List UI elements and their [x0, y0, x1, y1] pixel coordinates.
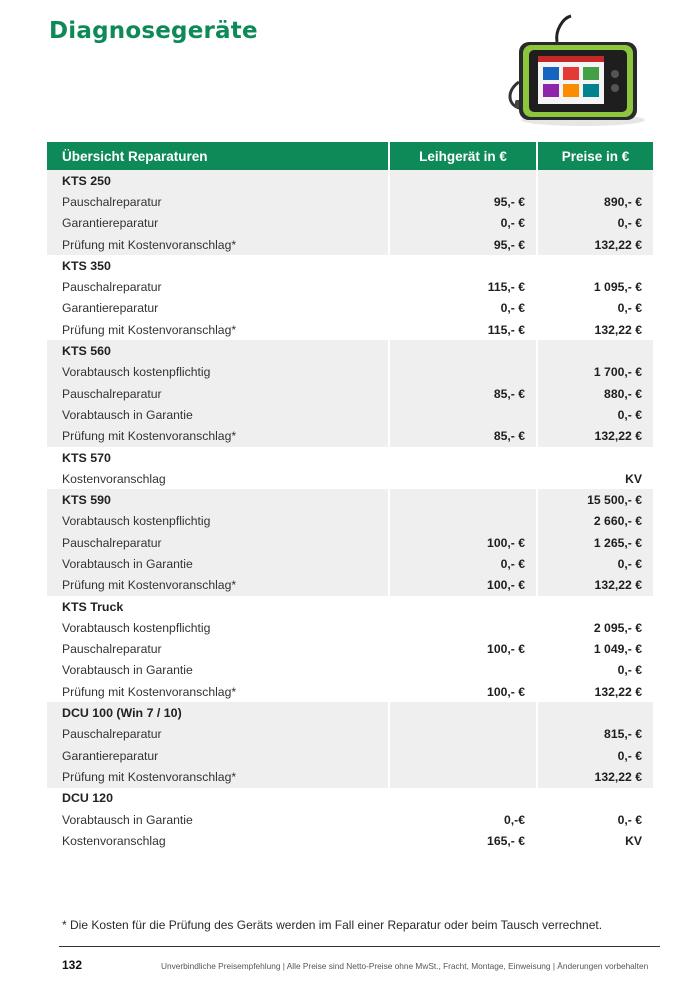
- table-row: [47, 276, 653, 297]
- loan-price: 165,- €: [388, 830, 536, 851]
- row-label: Vorabtausch kostenpflichtig: [47, 617, 388, 638]
- table-row: [47, 426, 653, 447]
- table-row: [47, 383, 653, 404]
- loan-price: 85,- €: [388, 383, 536, 404]
- price: 1 095,- €: [536, 276, 653, 297]
- loan-price: 0,- €: [388, 298, 536, 319]
- loan-price: 100,- €: [388, 532, 536, 553]
- model-name: KTS 570: [47, 447, 388, 468]
- price: 132,22 €: [536, 426, 653, 447]
- footer-disclaimer: Unverbindliche Preisempfehlung | Alle Preise sind Netto-Preise ohne MwSt., Fracht, Montage, Einweisung | Änderungen vorbehalten: [161, 961, 649, 971]
- group-dcu-100: [47, 702, 653, 787]
- loan-price: 95,- €: [388, 234, 536, 255]
- table-row: [47, 639, 653, 660]
- model-row: [47, 788, 653, 809]
- model-row: [47, 489, 653, 510]
- table-row: [47, 511, 653, 532]
- loan-price: 85,- €: [388, 426, 536, 447]
- price: 132,22 €: [536, 319, 653, 340]
- price: 0,- €: [536, 298, 653, 319]
- table-row: [47, 830, 653, 851]
- price: 890,- €: [536, 191, 653, 212]
- group-kts-570: [47, 447, 653, 490]
- table-row: [47, 681, 653, 702]
- price: 0,- €: [536, 213, 653, 234]
- price: 2 660,- €: [536, 511, 653, 532]
- table-row: [47, 553, 653, 574]
- price: 132,22 €: [536, 766, 653, 787]
- model-name: DCU 100 (Win 7 / 10): [47, 702, 388, 723]
- loan-price: [388, 660, 536, 681]
- group-kts-590: [47, 489, 653, 595]
- table-row: [47, 319, 653, 340]
- price: 1 265,- €: [536, 532, 653, 553]
- price: 0,- €: [536, 745, 653, 766]
- table-row: [47, 532, 653, 553]
- row-label: Vorabtausch in Garantie: [47, 809, 388, 830]
- footnote: * Die Kosten für die Prüfung des Geräts werden im Fall einer Reparatur oder beim Tausch verrechnet.: [62, 918, 603, 932]
- group-kts-560: [47, 340, 653, 446]
- table-row: [47, 468, 653, 489]
- row-label: Kostenvoranschlag: [47, 468, 388, 489]
- model-name: DCU 120: [47, 788, 388, 809]
- model-row: [47, 702, 653, 723]
- price: 2 095,- €: [536, 617, 653, 638]
- group-kts-250: [47, 170, 653, 255]
- loan-price: 0,-€: [388, 809, 536, 830]
- loan-price: 95,- €: [388, 191, 536, 212]
- page-title: Diagnosegeräte: [49, 18, 258, 44]
- model-name: KTS 560: [47, 340, 388, 361]
- page-number: 132: [62, 958, 83, 972]
- row-label: Prüfung mit Kostenvoranschlag*: [47, 319, 388, 340]
- model-row: [47, 170, 653, 191]
- row-label: Prüfung mit Kostenvoranschlag*: [47, 575, 388, 596]
- price: 880,- €: [536, 383, 653, 404]
- table-row: [47, 213, 653, 234]
- repair-price-table: [47, 142, 653, 852]
- table-row: [47, 724, 653, 745]
- row-label: Prüfung mit Kostenvoranschlag*: [47, 234, 388, 255]
- loan-price: [388, 468, 536, 489]
- price: 132,22 €: [536, 681, 653, 702]
- model-name: KTS 250: [47, 170, 388, 191]
- column-header-overview: Übersicht Reparaturen: [47, 142, 388, 170]
- price: 0,- €: [536, 809, 653, 830]
- loan-price: [388, 766, 536, 787]
- row-label: Pauschalreparatur: [47, 724, 388, 745]
- price: 15 500,- €: [536, 489, 653, 510]
- row-label: Vorabtausch kostenpflichtig: [47, 362, 388, 383]
- row-label: Pauschalreparatur: [47, 383, 388, 404]
- row-label: Pauschalreparatur: [47, 639, 388, 660]
- model-row: [47, 340, 653, 361]
- loan-price: 0,- €: [388, 213, 536, 234]
- price: KV: [536, 830, 653, 851]
- price: 0,- €: [536, 404, 653, 425]
- row-label: Garantiereparatur: [47, 745, 388, 766]
- column-header-loan-device: Leihgerät in €: [388, 142, 536, 170]
- table-row: [47, 575, 653, 596]
- loan-price: [388, 511, 536, 532]
- price: 0,- €: [536, 660, 653, 681]
- table-row: [47, 660, 653, 681]
- loan-price: 100,- €: [388, 575, 536, 596]
- price: 815,- €: [536, 724, 653, 745]
- row-label: Garantiereparatur: [47, 213, 388, 234]
- row-label: Prüfung mit Kostenvoranschlag*: [47, 766, 388, 787]
- model-row: [47, 447, 653, 468]
- price: 132,22 €: [536, 234, 653, 255]
- model-row: [47, 255, 653, 276]
- loan-price: [388, 362, 536, 383]
- row-label: Vorabtausch in Garantie: [47, 553, 388, 574]
- group-kts-350: [47, 255, 653, 340]
- row-label: Vorabtausch kostenpflichtig: [47, 511, 388, 532]
- loan-price: 115,- €: [388, 276, 536, 297]
- diagnostic-tablet-icon: [505, 12, 655, 130]
- row-label: Vorabtausch in Garantie: [47, 404, 388, 425]
- loan-price: 115,- €: [388, 319, 536, 340]
- table-row: [47, 766, 653, 787]
- model-name: KTS 590: [47, 489, 388, 510]
- table-header-row: [47, 142, 653, 170]
- table-row: [47, 809, 653, 830]
- price: KV: [536, 468, 653, 489]
- loan-price: 0,- €: [388, 553, 536, 574]
- price: 1 700,- €: [536, 362, 653, 383]
- loan-price: [388, 617, 536, 638]
- row-label: Pauschalreparatur: [47, 532, 388, 553]
- loan-price: [388, 745, 536, 766]
- row-label: Kostenvoranschlag: [47, 830, 388, 851]
- row-label: Pauschalreparatur: [47, 191, 388, 212]
- loan-price: [388, 404, 536, 425]
- loan-price: 100,- €: [388, 639, 536, 660]
- model-name: KTS Truck: [47, 596, 388, 617]
- loan-price: [388, 724, 536, 745]
- group-dcu-120: [47, 788, 653, 852]
- row-label: Garantiereparatur: [47, 298, 388, 319]
- table-row: [47, 191, 653, 212]
- column-header-price: Preise in €: [536, 142, 653, 170]
- table-row: [47, 298, 653, 319]
- model-name: KTS 350: [47, 255, 388, 276]
- table-row: [47, 745, 653, 766]
- table-row: [47, 404, 653, 425]
- row-label: Prüfung mit Kostenvoranschlag*: [47, 426, 388, 447]
- table-row: [47, 362, 653, 383]
- price: 1 049,- €: [536, 639, 653, 660]
- model-row: [47, 596, 653, 617]
- footer-divider: [59, 946, 660, 947]
- row-label: Prüfung mit Kostenvoranschlag*: [47, 681, 388, 702]
- table-row: [47, 617, 653, 638]
- group-kts-truck: [47, 596, 653, 702]
- table-row: [47, 234, 653, 255]
- row-label: Vorabtausch in Garantie: [47, 660, 388, 681]
- price: 0,- €: [536, 553, 653, 574]
- price: 132,22 €: [536, 575, 653, 596]
- loan-price: 100,- €: [388, 681, 536, 702]
- row-label: Pauschalreparatur: [47, 276, 388, 297]
